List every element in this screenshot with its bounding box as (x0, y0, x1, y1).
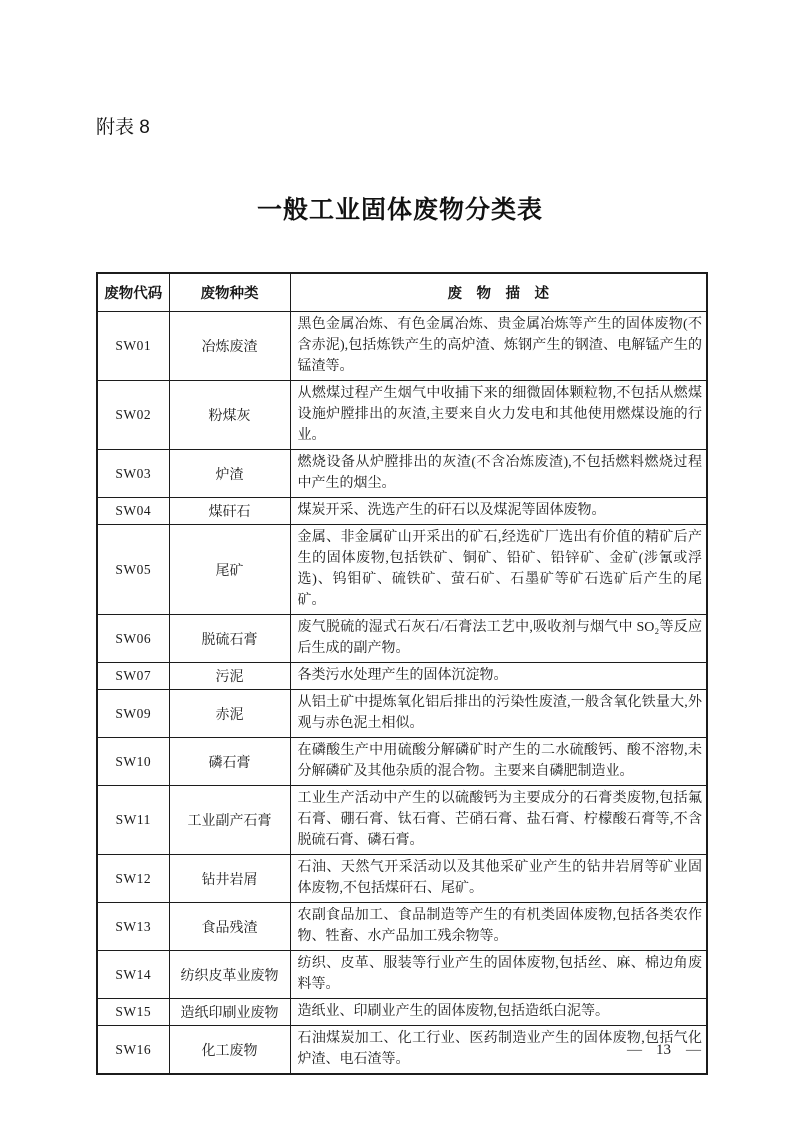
waste-kind: 造纸印刷业废物 (169, 999, 290, 1026)
waste-desc: 石油、天然气开采活动以及其他采矿业产生的钻井岩屑等矿业固体废物,不包括煤矸石、尾矿。 (290, 855, 707, 903)
table-row (97, 690, 707, 738)
waste-code: SW12 (97, 855, 169, 903)
table-row (97, 1026, 707, 1075)
table-row (97, 525, 707, 615)
waste-kind: 炉渣 (169, 450, 290, 498)
waste-code: SW10 (97, 738, 169, 786)
waste-desc: 农副食品加工、食品制造等产生的有机类固体废物,包括各类农作物、牲畜、水产品加工残余物等。 (290, 903, 707, 951)
waste-kind: 纺织皮革业废物 (169, 951, 290, 999)
waste-desc: 纺织、皮革、服装等行业产生的固体废物,包括丝、麻、棉边角废料等。 (290, 951, 707, 999)
annex-label: 附表 8 (96, 117, 150, 138)
waste-kind: 食品残渣 (169, 903, 290, 951)
waste-kind: 煤矸石 (169, 498, 290, 525)
waste-desc: 在磷酸生产中用硫酸分解磷矿时产生的二水硫酸钙、酸不溶物,未分解磷矿及其他杂质的混合物。主要来自磷肥制造业。 (290, 738, 707, 786)
waste-desc: 造纸业、印刷业产生的固体废物,包括造纸白泥等。 (290, 999, 707, 1026)
waste-kind: 化工废物 (169, 1026, 290, 1075)
waste-code: SW07 (97, 663, 169, 690)
waste-kind: 脱硫石膏 (169, 615, 290, 663)
waste-desc: 石油煤炭加工、化工行业、医药制造业产生的固体废物,包括气化炉渣、电石渣等。 (290, 1026, 707, 1075)
waste-desc: 从铝土矿中提炼氧化铝后排出的污染性废渣,一般含氧化铁量大,外观与赤色泥土相似。 (290, 690, 707, 738)
page-number-dash-left: — (627, 1042, 641, 1058)
waste-code: SW16 (97, 1026, 169, 1075)
waste-kind: 污泥 (169, 663, 290, 690)
waste-code: SW13 (97, 903, 169, 951)
table-row (97, 381, 707, 450)
header-waste-kind: 废物种类 (169, 273, 290, 312)
header-waste-code: 废物代码 (97, 273, 169, 312)
waste-code: SW02 (97, 381, 169, 450)
page-number (627, 1042, 700, 1059)
table-row (97, 498, 707, 525)
table-row (97, 450, 707, 498)
waste-desc: 燃烧设备从炉膛排出的灰渣(不含冶炼废渣),不包括燃料燃烧过程中产生的烟尘。 (290, 450, 707, 498)
table-row (97, 951, 707, 999)
waste-code: SW05 (97, 525, 169, 615)
waste-kind: 冶炼废渣 (169, 312, 290, 381)
table-row (97, 738, 707, 786)
page-number-value: 13 (656, 1042, 671, 1058)
waste-desc: 废气脱硫的湿式石灰石/石膏法工艺中,吸收剂与烟气中 SO₂等反应后生成的副产物。 (290, 615, 707, 663)
table-row (97, 999, 707, 1026)
table-row (97, 855, 707, 903)
waste-code: SW14 (97, 951, 169, 999)
page-number-dash-right: — (686, 1042, 700, 1058)
waste-desc: 各类污水处理产生的固体沉淀物。 (290, 663, 707, 690)
waste-code: SW09 (97, 690, 169, 738)
waste-code: SW04 (97, 498, 169, 525)
table-row (97, 615, 707, 663)
waste-kind: 尾矿 (169, 525, 290, 615)
table-row (97, 903, 707, 951)
waste-code: SW15 (97, 999, 169, 1026)
header-waste-desc: 废 物 描 述 (290, 273, 707, 312)
waste-kind: 磷石膏 (169, 738, 290, 786)
waste-code: SW06 (97, 615, 169, 663)
table-row (97, 312, 707, 381)
waste-desc: 金属、非金属矿山开采出的矿石,经选矿厂选出有价值的精矿后产生的固体废物,包括铁矿、铜矿、铅矿、铅锌矿、金矿(涉氰或浮选)、钨钼矿、硫铁矿、萤石矿、石墨矿等矿石选矿后产生的尾矿。 (290, 525, 707, 615)
table-row (97, 663, 707, 690)
waste-kind: 钻井岩屑 (169, 855, 290, 903)
waste-kind: 赤泥 (169, 690, 290, 738)
waste-desc: 黑色金属冶炼、有色金属冶炼、贵金属冶炼等产生的固体废物(不含赤泥),包括炼铁产生的高炉渣、炼钢产生的钢渣、电解锰产生的锰渣等。 (290, 312, 707, 381)
waste-kind: 粉煤灰 (169, 381, 290, 450)
waste-code: SW03 (97, 450, 169, 498)
waste-code: SW11 (97, 786, 169, 855)
page-title: 一般工业固体废物分类表 (256, 196, 543, 224)
waste-classification-table (96, 272, 708, 1075)
waste-desc: 从燃煤过程产生烟气中收捕下来的细微固体颗粒物,不包括从燃煤设施炉膛排出的灰渣,主要来自火力发电和其他使用燃煤设施的行业。 (290, 381, 707, 450)
waste-code: SW01 (97, 312, 169, 381)
table-header-row (97, 273, 707, 312)
waste-desc: 煤炭开采、洗选产生的矸石以及煤泥等固体废物。 (290, 498, 707, 525)
waste-kind: 工业副产石膏 (169, 786, 290, 855)
table-row (97, 786, 707, 855)
waste-desc: 工业生产活动中产生的以硫酸钙为主要成分的石膏类废物,包括氟石膏、硼石膏、钛石膏、芒硝石膏、盐石膏、柠檬酸石膏等,不含脱硫石膏、磷石膏。 (290, 786, 707, 855)
